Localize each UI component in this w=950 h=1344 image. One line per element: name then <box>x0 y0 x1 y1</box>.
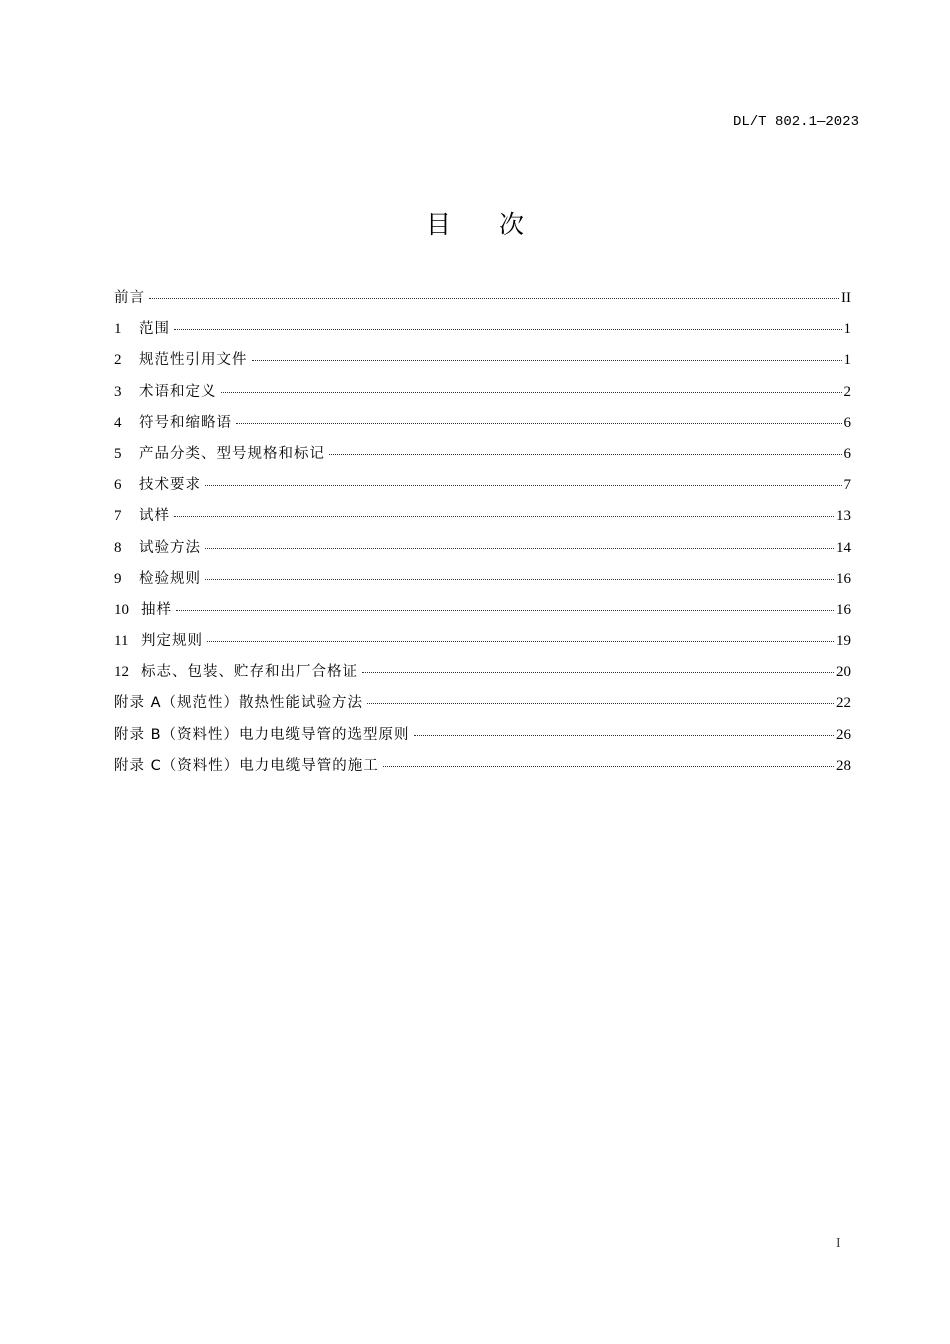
toc-entry-4[interactable] <box>114 412 851 443</box>
toc-entry-page: 7 <box>843 477 851 494</box>
toc-entry-number: 6 <box>114 477 122 494</box>
dot-leader <box>174 515 834 517</box>
dot-leader <box>236 422 842 424</box>
toc-entry-number: 2 <box>114 352 122 369</box>
toc-entry-page: 22 <box>836 695 851 712</box>
dot-leader <box>414 734 834 736</box>
toc-entry-9[interactable] <box>114 568 851 599</box>
dot-leader <box>205 578 834 580</box>
dot-leader <box>362 671 834 673</box>
toc-entry-page: 13 <box>836 508 851 525</box>
dot-leader <box>205 484 842 486</box>
toc-entry-label: 产品分类、型号规格和标记 <box>139 445 325 462</box>
page-number: I <box>836 1236 841 1251</box>
toc-entry-page: II <box>841 290 851 306</box>
toc-entry-page: 26 <box>836 726 851 743</box>
standard-code: DL/T 802.1—2023 <box>732 114 859 130</box>
toc-entry-page: 16 <box>836 601 851 618</box>
toc-entry-label: 附录 C（资料性）电力电缆导管的施工 <box>114 757 379 774</box>
dot-leader <box>383 765 834 767</box>
dot-leader <box>205 547 834 549</box>
toc-entry-number: 12 <box>114 664 129 681</box>
toc-entry-number: 4 <box>114 414 122 431</box>
toc-entry-page: 20 <box>836 664 851 681</box>
toc-entry-page: 28 <box>836 757 851 774</box>
toc-entry-label: 抽样 <box>141 601 172 618</box>
toc-entry-label: 技术要求 <box>139 477 201 494</box>
dot-leader <box>252 359 842 361</box>
toc-entry-label: 试验方法 <box>139 539 201 556</box>
dot-leader <box>221 391 842 393</box>
toc-entry-appendix-b[interactable] <box>114 724 851 755</box>
toc-entry-number: 9 <box>114 570 122 587</box>
toc-entry-page: 19 <box>836 633 851 650</box>
toc-entry-number: 10 <box>114 601 129 618</box>
toc-entry-label: 检验规则 <box>139 570 201 587</box>
toc-entry-label: 符号和缩略语 <box>139 414 232 431</box>
toc-entry-number: 3 <box>114 383 122 400</box>
toc-entry-page: 2 <box>843 383 851 400</box>
toc-entry-label: 规范性引用文件 <box>139 352 248 369</box>
toc-entry-number: 8 <box>114 539 122 556</box>
dot-leader <box>207 640 834 642</box>
toc-entry-11[interactable] <box>114 630 851 661</box>
dot-leader <box>176 609 834 611</box>
dot-leader <box>367 702 834 704</box>
table-of-contents <box>114 287 851 786</box>
toc-entry-page: 14 <box>836 539 851 556</box>
dot-leader <box>329 453 842 455</box>
toc-entry-3[interactable] <box>114 381 851 412</box>
toc-entry-number: 5 <box>114 445 122 462</box>
dot-leader <box>149 297 839 299</box>
toc-entry-5[interactable] <box>114 443 851 474</box>
dot-leader <box>174 328 842 330</box>
toc-entry-foreword[interactable] <box>114 287 851 318</box>
toc-entry-page: 6 <box>843 445 851 462</box>
toc-entry-page: 16 <box>836 570 851 587</box>
page-title-char-1: 目 <box>425 210 451 239</box>
toc-entry-label: 试样 <box>139 508 170 525</box>
page-title-char-2: 次 <box>499 210 525 239</box>
toc-entry-1[interactable] <box>114 318 851 349</box>
toc-entry-6[interactable] <box>114 474 851 505</box>
toc-entry-number: 1 <box>114 321 122 338</box>
toc-entry-number: 11 <box>114 633 129 650</box>
toc-entry-page: 1 <box>843 352 851 369</box>
toc-entry-label: 前言 <box>114 290 145 306</box>
toc-entry-label: 范围 <box>139 321 170 338</box>
toc-entry-label: 术语和定义 <box>139 383 217 400</box>
toc-entry-2[interactable] <box>114 349 851 380</box>
toc-entry-label: 附录 B（资料性）电力电缆导管的选型原则 <box>114 726 410 743</box>
toc-entry-8[interactable] <box>114 537 851 568</box>
toc-entry-appendix-a[interactable] <box>114 692 851 723</box>
toc-entry-page: 1 <box>843 321 851 338</box>
page-title <box>0 205 950 241</box>
toc-entry-label: 标志、包装、贮存和出厂合格证 <box>141 664 358 681</box>
toc-entry-12[interactable] <box>114 661 851 692</box>
toc-entry-appendix-c[interactable] <box>114 755 851 786</box>
toc-entry-label: 判定规则 <box>141 633 203 650</box>
toc-entry-7[interactable] <box>114 505 851 536</box>
toc-entry-label: 附录 A（规范性）散热性能试验方法 <box>114 695 364 712</box>
toc-entry-number: 7 <box>114 508 122 525</box>
toc-entry-page: 6 <box>843 414 851 431</box>
toc-entry-10[interactable] <box>114 599 851 630</box>
